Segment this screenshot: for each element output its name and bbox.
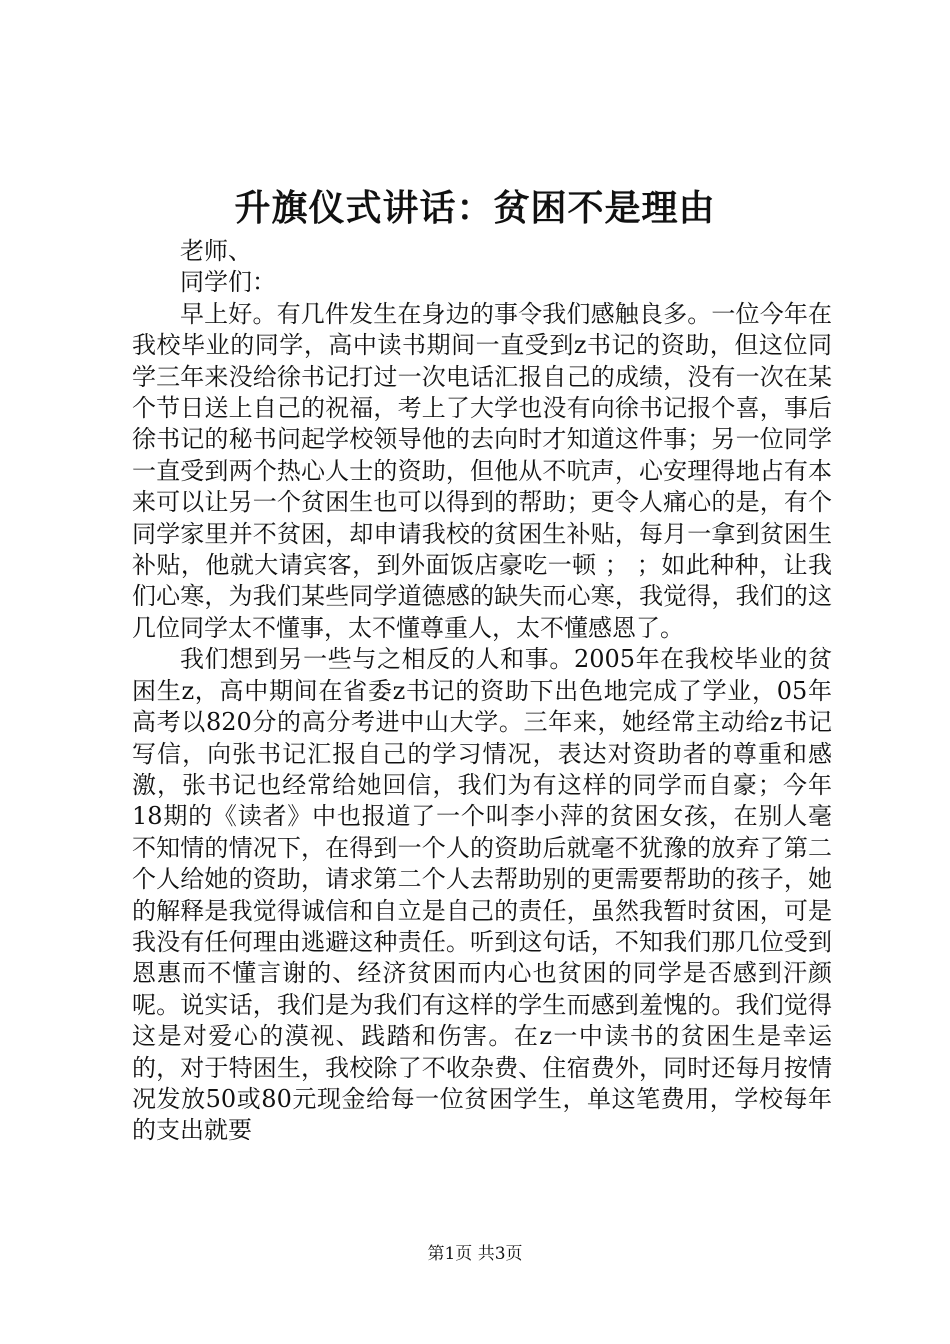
paragraph-1: 早上好。有几件发生在身边的事令我们感触良多。一位今年在我校毕业的同学，高中读书期间一直受到z书记的资助，但这位同学三年来没给徐书记打过一次电话汇报自己的成绩，没有一次在某个节日送上自己的祝福，考上了大学也没有向徐书记报个喜，事后徐书记的秘书问起学校领导他的去向时才知道这件事；另一位同学一直受到两个热心人士的资助，但他从不吭声，心安理得地占有本来可以让另一个贫困生也可以得到的帮助；更令人痛心的是，有个同学家里并不贫困，却申请我校的贫困生补贴，每月一拿到贫困生补贴，他就大请宾客，到外面饭店豪吃一顿 ； ；如此种种，让我们心寒，为我们某些同学道德感的缺失而心寒，我觉得，我们的这几位同学太不懂事，太不懂尊重人，太不懂感恩了。 bbox=[132, 299, 832, 642]
page-footer: 第1页 共3页 bbox=[427, 1244, 523, 1264]
salutation-teachers: 老师、 bbox=[180, 237, 252, 265]
document-body bbox=[132, 236, 832, 1147]
document-title: 升旗仪式讲话：贫困不是理由 bbox=[234, 187, 716, 229]
salutation-students: 同学们： bbox=[180, 268, 276, 297]
paragraph-2: 我们想到另一些与之相反的人和事。2005年在我校毕业的贫困生z，高中期间在省委z书记的资助下出色地完成了学业，05年高考以820分的高分考进中山大学。三年来，她经常主动给z书记写信，向张书记汇报自己的学习情况，表达对资助者的尊重和感激，张书记也经常给她回信，我们为有这样的同学而自豪；今年18期的《读者》中也报道了一个叫李小萍的贫困女孩，在别人毫不知情的情况下，在得到一个人的资助后就毫不犹豫的放弃了第二个人给她的资助，请求第二个人去帮助别的更需要帮助的孩子，她的解释是我觉得诚信和自立是自己的责任，虽然我暂时贫困，可是我没有任何理由逃避这种责任。听到这句话，不知我们那几位受到恩惠而不懂言谢的、经济贫困而内心也贫困的同学是否感到汗颜呢。说实话，我们是为我们有这样的学生而感到羞愧的。我们觉得这是对爱心的漠视、践踏和伤害。在z一中读书的贫困生是幸运的，对于特困生，我校除了不收杂费、住宿费外，同时还每月按情况发放50或80元现金给每一位贫困学生，单这笔费用，学校每年的支出就要 bbox=[132, 645, 832, 1145]
